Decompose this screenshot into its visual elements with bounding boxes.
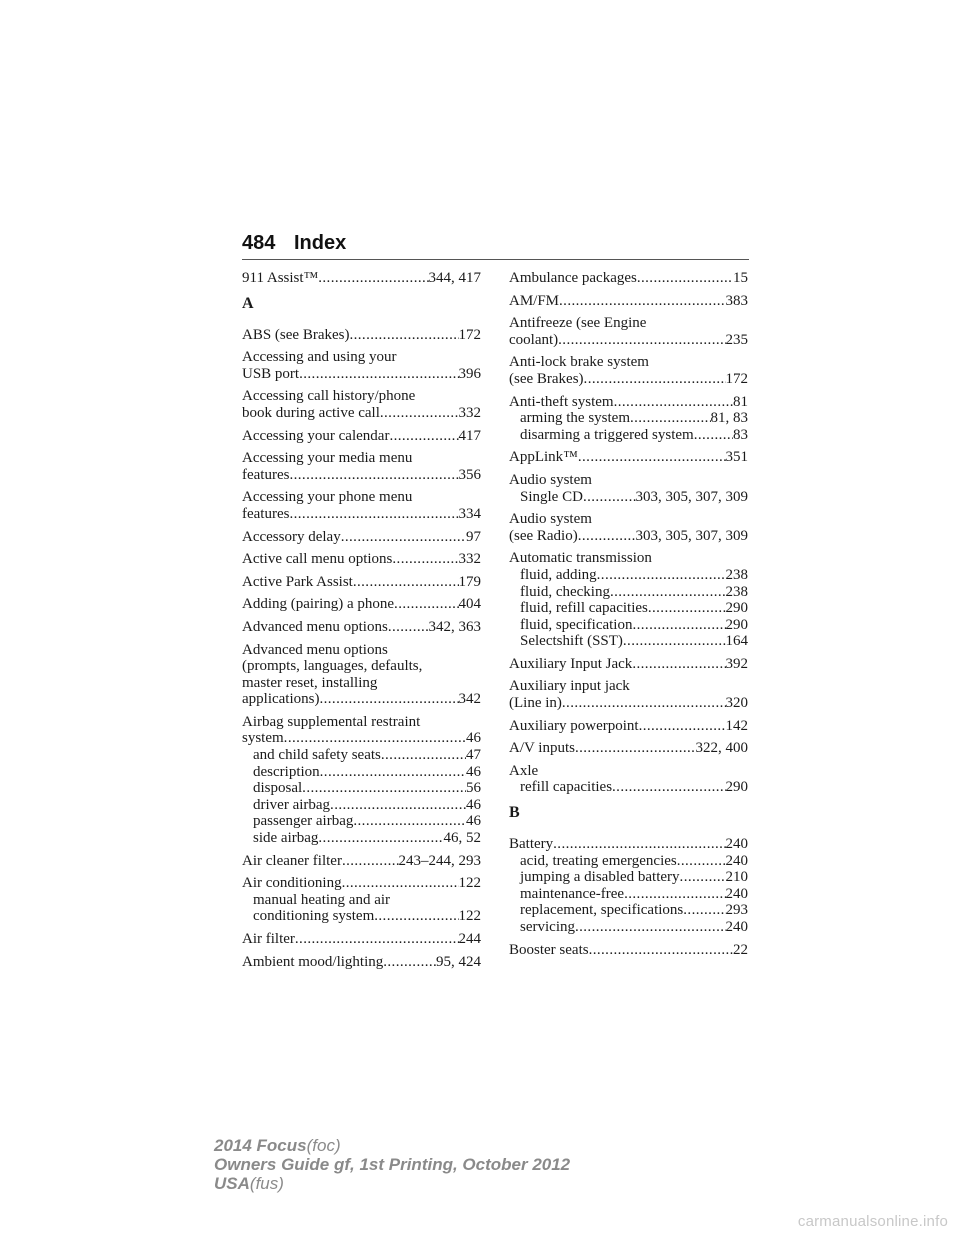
index-term: features: [242, 505, 290, 522]
page-reference: 293: [725, 902, 748, 919]
page-reference: 356: [458, 466, 481, 483]
index-entry-line: [242, 366, 481, 383]
index-entry: [242, 450, 481, 483]
index-entry-line: [242, 954, 481, 971]
index-subentry-line: [509, 584, 748, 601]
index-term: manual heating and air: [253, 891, 391, 908]
page-reference: 240: [725, 852, 748, 869]
index-term: Auxiliary input jack: [509, 678, 630, 695]
index-term: description: [253, 763, 320, 780]
index-term: Air filter: [242, 931, 295, 947]
page-reference: 396: [458, 365, 481, 382]
page-reference: 290: [725, 616, 748, 633]
index-column-right: [509, 270, 748, 964]
index-term: Automatic transmission: [509, 550, 652, 567]
section-title: Index: [294, 232, 347, 254]
index-entry-line: [509, 332, 748, 349]
page-reference: 235: [725, 331, 748, 348]
dot-leader: [648, 600, 726, 617]
index-entry-line: [509, 472, 748, 489]
page-reference: 404: [458, 596, 481, 613]
index-entry-line: [509, 695, 748, 712]
dot-leader: [632, 617, 725, 634]
footer-line-model: 2014 Focus(foc): [214, 1136, 341, 1155]
index-subentry-line: [509, 919, 748, 936]
index-term: features: [242, 466, 290, 483]
page-number: 484: [242, 232, 276, 254]
index-term: servicing: [520, 919, 575, 935]
footer: [214, 1136, 570, 1193]
index-entry: [509, 354, 748, 387]
page-reference: 342: [458, 691, 481, 708]
index-letter-heading: B: [509, 804, 520, 822]
index-entry-line: [509, 678, 748, 695]
index-term: Accessing your phone menu: [242, 489, 413, 506]
page-reference: 15: [733, 270, 748, 286]
page-reference: 290: [725, 779, 748, 796]
index-entry: [242, 853, 481, 870]
dot-leader: [320, 764, 466, 781]
index-term: Accessing your media menu: [242, 450, 413, 467]
dot-leader: [330, 797, 466, 814]
index-term: Accessory delay: [242, 528, 341, 545]
page-reference: 383: [725, 292, 748, 309]
index-entry: [242, 954, 481, 971]
dot-leader: [637, 270, 733, 287]
page-reference: 290: [725, 600, 748, 617]
index-entry: [509, 511, 748, 544]
index-subentry-line: [509, 617, 748, 634]
index-letter-heading: A: [242, 294, 254, 312]
page-reference: 97: [466, 528, 481, 545]
page-reference: 22: [733, 941, 748, 958]
index-entry-line: [242, 642, 481, 659]
index-entry-line: [242, 714, 481, 731]
index-entry-line: [509, 449, 748, 466]
index-entry: [242, 642, 481, 708]
page-reference: 46, 52: [443, 830, 481, 847]
index-entry-line: [509, 528, 748, 545]
page-reference: 122: [458, 908, 481, 925]
index-term: Air conditioning: [242, 875, 342, 892]
index-term: Auxiliary powerpoint: [509, 717, 639, 734]
page-reference: 342, 363: [428, 618, 481, 635]
index-entry: [242, 489, 481, 522]
index-term: book during active call: [242, 404, 380, 421]
index-entry-line: [242, 388, 481, 405]
index-entry-line: [242, 506, 481, 523]
watermark-text: carmanualsonline.info: [797, 1213, 948, 1230]
index-term: Auxiliary Input Jack: [509, 655, 633, 672]
dot-leader: [319, 691, 458, 708]
index-subentry-line: [242, 747, 481, 764]
page-reference: 81: [733, 393, 748, 410]
dot-leader: [583, 489, 636, 506]
index-term: fluid, specification: [520, 616, 633, 633]
page-reference: 47: [466, 747, 481, 764]
dot-leader: [553, 836, 725, 853]
dot-leader: [639, 718, 726, 735]
page-reference: 417: [458, 427, 481, 444]
page-reference: 332: [458, 404, 481, 421]
index-entry: [509, 656, 748, 673]
index-entry-line: [242, 450, 481, 467]
header-rule: [242, 259, 749, 260]
index-subentry-line: [242, 830, 481, 847]
index-entry-line: [242, 489, 481, 506]
index-term: Anti-theft system: [509, 393, 614, 410]
index-entry-line: [242, 551, 481, 568]
index-term: jumping a disabled battery: [520, 869, 680, 886]
index-entry-line: [242, 529, 481, 546]
index-entry-line: [509, 836, 748, 853]
page-reference: 122: [458, 875, 481, 892]
index-entry: [242, 714, 481, 847]
index-term: Active call menu options: [242, 551, 393, 568]
index-entry: [242, 270, 481, 287]
dot-leader: [630, 410, 711, 427]
index-term: Accessing and using your: [242, 349, 397, 366]
index-subentry-line: [509, 633, 748, 650]
index-subentry-line: [509, 869, 748, 886]
dot-leader: [589, 942, 733, 959]
index-entry: [509, 449, 748, 466]
index-entry-line: [242, 270, 481, 287]
dot-leader: [694, 427, 733, 444]
index-subentry-line: [242, 908, 481, 925]
index-entry-line: [509, 293, 748, 310]
index-term: side airbag: [253, 830, 319, 847]
index-term: 911 Assist™: [242, 270, 319, 286]
page-reference: 240: [725, 919, 748, 935]
index-entry-line: [242, 405, 481, 422]
index-entry-line: [242, 853, 481, 870]
dot-leader: [389, 428, 458, 445]
dot-leader: [289, 506, 458, 523]
index-term: Audio system: [509, 511, 592, 528]
dot-leader: [612, 779, 725, 796]
index-term: Antifreeze (see Engine: [509, 315, 647, 332]
dot-leader: [578, 528, 636, 545]
index-subentry-line: [242, 892, 481, 909]
index-entry-line: [509, 740, 748, 757]
index-entry-line: [242, 467, 481, 484]
page-reference: 334: [458, 505, 481, 522]
dot-leader: [342, 875, 459, 892]
page-reference: 243–244, 293: [398, 852, 481, 869]
index-entry-line: [509, 942, 748, 959]
page-reference: 303, 305, 307, 309: [635, 527, 748, 544]
dot-leader: [299, 366, 458, 383]
page-reference: 46: [466, 763, 481, 780]
index-term: Booster seats: [509, 941, 589, 958]
dot-leader: [318, 270, 428, 287]
index-entry: [509, 293, 748, 310]
dot-leader: [342, 853, 399, 870]
dot-leader: [392, 551, 458, 568]
dot-leader: [289, 467, 458, 484]
dot-leader: [562, 695, 726, 712]
index-entry-line: [509, 394, 748, 411]
index-entry-line: [242, 574, 481, 591]
index-term: Anti-lock brake system: [509, 354, 649, 371]
index-entry: [509, 836, 748, 936]
page-reference: 238: [725, 583, 748, 600]
dot-leader: [383, 954, 436, 971]
index-term: disposal: [253, 780, 303, 797]
page-reference: 344, 417: [428, 270, 481, 286]
index-subentry-line: [509, 489, 748, 506]
index-term: Air cleaner filter: [242, 852, 342, 869]
index-term: (Line in): [509, 695, 562, 712]
index-term: applications): [242, 691, 320, 708]
index-term: Selectshift (SST): [520, 633, 623, 650]
index-entry-line: [242, 428, 481, 445]
page-reference: 179: [458, 573, 481, 590]
page-reference: 56: [466, 780, 481, 797]
index-term: and child safety seats: [253, 747, 381, 764]
index-entry: [509, 763, 748, 796]
index-term: (see Radio): [509, 527, 578, 544]
page-reference: 172: [458, 326, 481, 343]
index-term: acid, treating emergencies: [520, 852, 677, 869]
index-term: arming the system: [520, 410, 630, 427]
index-entry: [509, 394, 748, 444]
dot-leader: [374, 908, 458, 925]
page-reference: 351: [725, 449, 748, 466]
index-term: A/V inputs: [509, 740, 575, 757]
footer-line-edition: Owners Guide gf, 1st Printing, October 2012: [214, 1155, 571, 1174]
page-reference: 172: [725, 370, 748, 387]
index-term: (see Brakes): [509, 370, 584, 387]
dot-leader: [597, 567, 726, 584]
index-subentry-line: [509, 886, 748, 903]
page-reference: 164: [725, 633, 748, 650]
index-entry-line: [509, 315, 748, 332]
index-entry-line: [509, 656, 748, 673]
index-term: conditioning system: [253, 908, 375, 925]
dot-leader: [381, 747, 466, 764]
index-entry: [509, 740, 748, 757]
index-entry-line: [509, 354, 748, 371]
dot-leader: [677, 853, 726, 870]
page-reference: 303, 305, 307, 309: [635, 488, 748, 505]
page-reference: 142: [725, 717, 748, 734]
index-term: Single CD: [520, 488, 583, 505]
index-term: Ambulance packages: [509, 270, 637, 286]
dot-leader: [610, 584, 726, 601]
dot-leader: [578, 449, 726, 466]
dot-leader: [632, 656, 725, 673]
index-entry: [242, 931, 481, 948]
dot-leader: [394, 596, 458, 613]
index-term: Active Park Assist: [242, 573, 353, 590]
index-term: system: [242, 730, 284, 747]
dot-leader: [623, 633, 726, 650]
index-entry: [509, 718, 748, 735]
page-reference: 332: [458, 551, 481, 568]
dot-leader: [353, 813, 466, 830]
page-reference: 83: [733, 426, 748, 443]
index-term: fluid, refill capacities: [520, 600, 648, 617]
dot-leader: [295, 931, 459, 948]
dot-leader: [680, 869, 726, 886]
index-term: coolant): [509, 331, 559, 348]
dot-leader: [302, 780, 466, 797]
index-term: Accessing your calendar: [242, 427, 390, 444]
index-entry: [242, 388, 481, 421]
index-term: AppLink™: [509, 449, 578, 466]
index-term: replacement, specifications: [520, 902, 684, 919]
index-entry-line: [242, 327, 481, 344]
index-term: fluid, adding: [520, 566, 597, 583]
page-reference: 46: [466, 730, 481, 747]
index-subentry-line: [509, 427, 748, 444]
index-subentry-line: [509, 567, 748, 584]
index-entry-line: [509, 511, 748, 528]
page-reference: 244: [458, 931, 481, 947]
page-reference: 240: [725, 885, 748, 902]
index-subentry-line: [509, 853, 748, 870]
page-reference: 81, 83: [710, 410, 748, 427]
index-entry-line: [242, 691, 481, 708]
index-entry-line: [242, 875, 481, 892]
page-reference: 322, 400: [695, 740, 748, 757]
index-subentry-line: [242, 780, 481, 797]
index-subentry-line: [509, 779, 748, 796]
index-entry-line: [509, 718, 748, 735]
page-header: [242, 232, 749, 258]
index-term: Adding (pairing) a phone: [242, 596, 395, 613]
footer-line-market: USA(fus): [214, 1174, 284, 1193]
index-entry-line: [242, 596, 481, 613]
index-entry: [509, 472, 748, 505]
dot-leader: [341, 529, 466, 546]
index-subentry-line: [242, 813, 481, 830]
index-entry: [509, 678, 748, 711]
dot-leader: [584, 371, 726, 388]
index-entry: [242, 551, 481, 568]
index-entry: [242, 596, 481, 613]
index-term: Battery: [509, 836, 554, 853]
dot-leader: [559, 293, 725, 310]
index-term: Accessing call history/phone: [242, 388, 416, 405]
index-term: Axle: [509, 762, 539, 779]
index-entry-line: [242, 730, 481, 747]
index-entry-line: [509, 371, 748, 388]
index-entry-line: [509, 763, 748, 780]
index-entry: [242, 574, 481, 591]
index-term: master reset, installing: [242, 674, 378, 691]
dot-leader: [349, 327, 458, 344]
index-entry: [509, 315, 748, 348]
index-entry: [242, 619, 481, 636]
index-term: USB port: [242, 365, 300, 382]
index-entry: [242, 875, 481, 925]
index-term: (prompts, languages, defaults,: [242, 658, 423, 675]
index-entry-line: [242, 349, 481, 366]
index-term: fluid, checking: [520, 583, 610, 600]
index-entry-line: [509, 550, 748, 567]
dot-leader: [614, 394, 733, 411]
dot-leader: [284, 730, 466, 747]
index-entry-line: [242, 619, 481, 636]
dot-leader: [624, 886, 725, 903]
page-reference: 240: [725, 836, 748, 853]
index-entry: [242, 349, 481, 382]
index-term: Advanced menu options: [242, 618, 388, 635]
index-entry-line: [242, 658, 481, 675]
index-term: Ambient mood/lighting: [242, 953, 384, 970]
page-reference: 320: [725, 695, 748, 712]
dot-leader: [683, 902, 725, 919]
index-term: ABS (see Brakes): [242, 326, 350, 343]
dot-leader: [575, 740, 696, 757]
index-entry-line: [242, 675, 481, 692]
index-subentry-line: [242, 797, 481, 814]
index-entry: [509, 942, 748, 959]
index-entry: [242, 428, 481, 445]
index-term: Audio system: [509, 471, 592, 488]
dot-leader: [575, 919, 726, 936]
page-reference: 46: [466, 813, 481, 830]
index-entry-line: [509, 270, 748, 287]
index-term: maintenance-free: [520, 885, 625, 902]
index-subentry-line: [242, 764, 481, 781]
index-column-left: [242, 270, 481, 976]
dot-leader: [318, 830, 443, 847]
index-term: passenger airbag: [253, 813, 354, 830]
page-reference: 95, 424: [436, 953, 481, 970]
index-subentry-line: [509, 600, 748, 617]
index-entry: [242, 529, 481, 546]
index-entry: [242, 327, 481, 344]
page-reference: 46: [466, 796, 481, 813]
index-entry: [509, 550, 748, 650]
index-term: AM/FM: [509, 292, 560, 309]
index-term: driver airbag: [253, 796, 331, 813]
dot-leader: [380, 405, 459, 422]
index-term: disarming a triggered system: [520, 426, 694, 443]
page-reference: 210: [725, 869, 748, 886]
index-term: Advanced menu options: [242, 641, 388, 658]
index-term: refill capacities: [520, 779, 613, 796]
index-subentry-line: [509, 410, 748, 427]
dot-leader: [388, 619, 429, 636]
index-term: Airbag supplemental restraint: [242, 713, 421, 730]
dot-leader: [353, 574, 459, 591]
index-entry: [509, 270, 748, 287]
dot-leader: [558, 332, 725, 349]
index-entry-line: [242, 931, 481, 948]
index-subentry-line: [509, 902, 748, 919]
page-reference: 238: [725, 566, 748, 583]
page-reference: 392: [725, 655, 748, 672]
